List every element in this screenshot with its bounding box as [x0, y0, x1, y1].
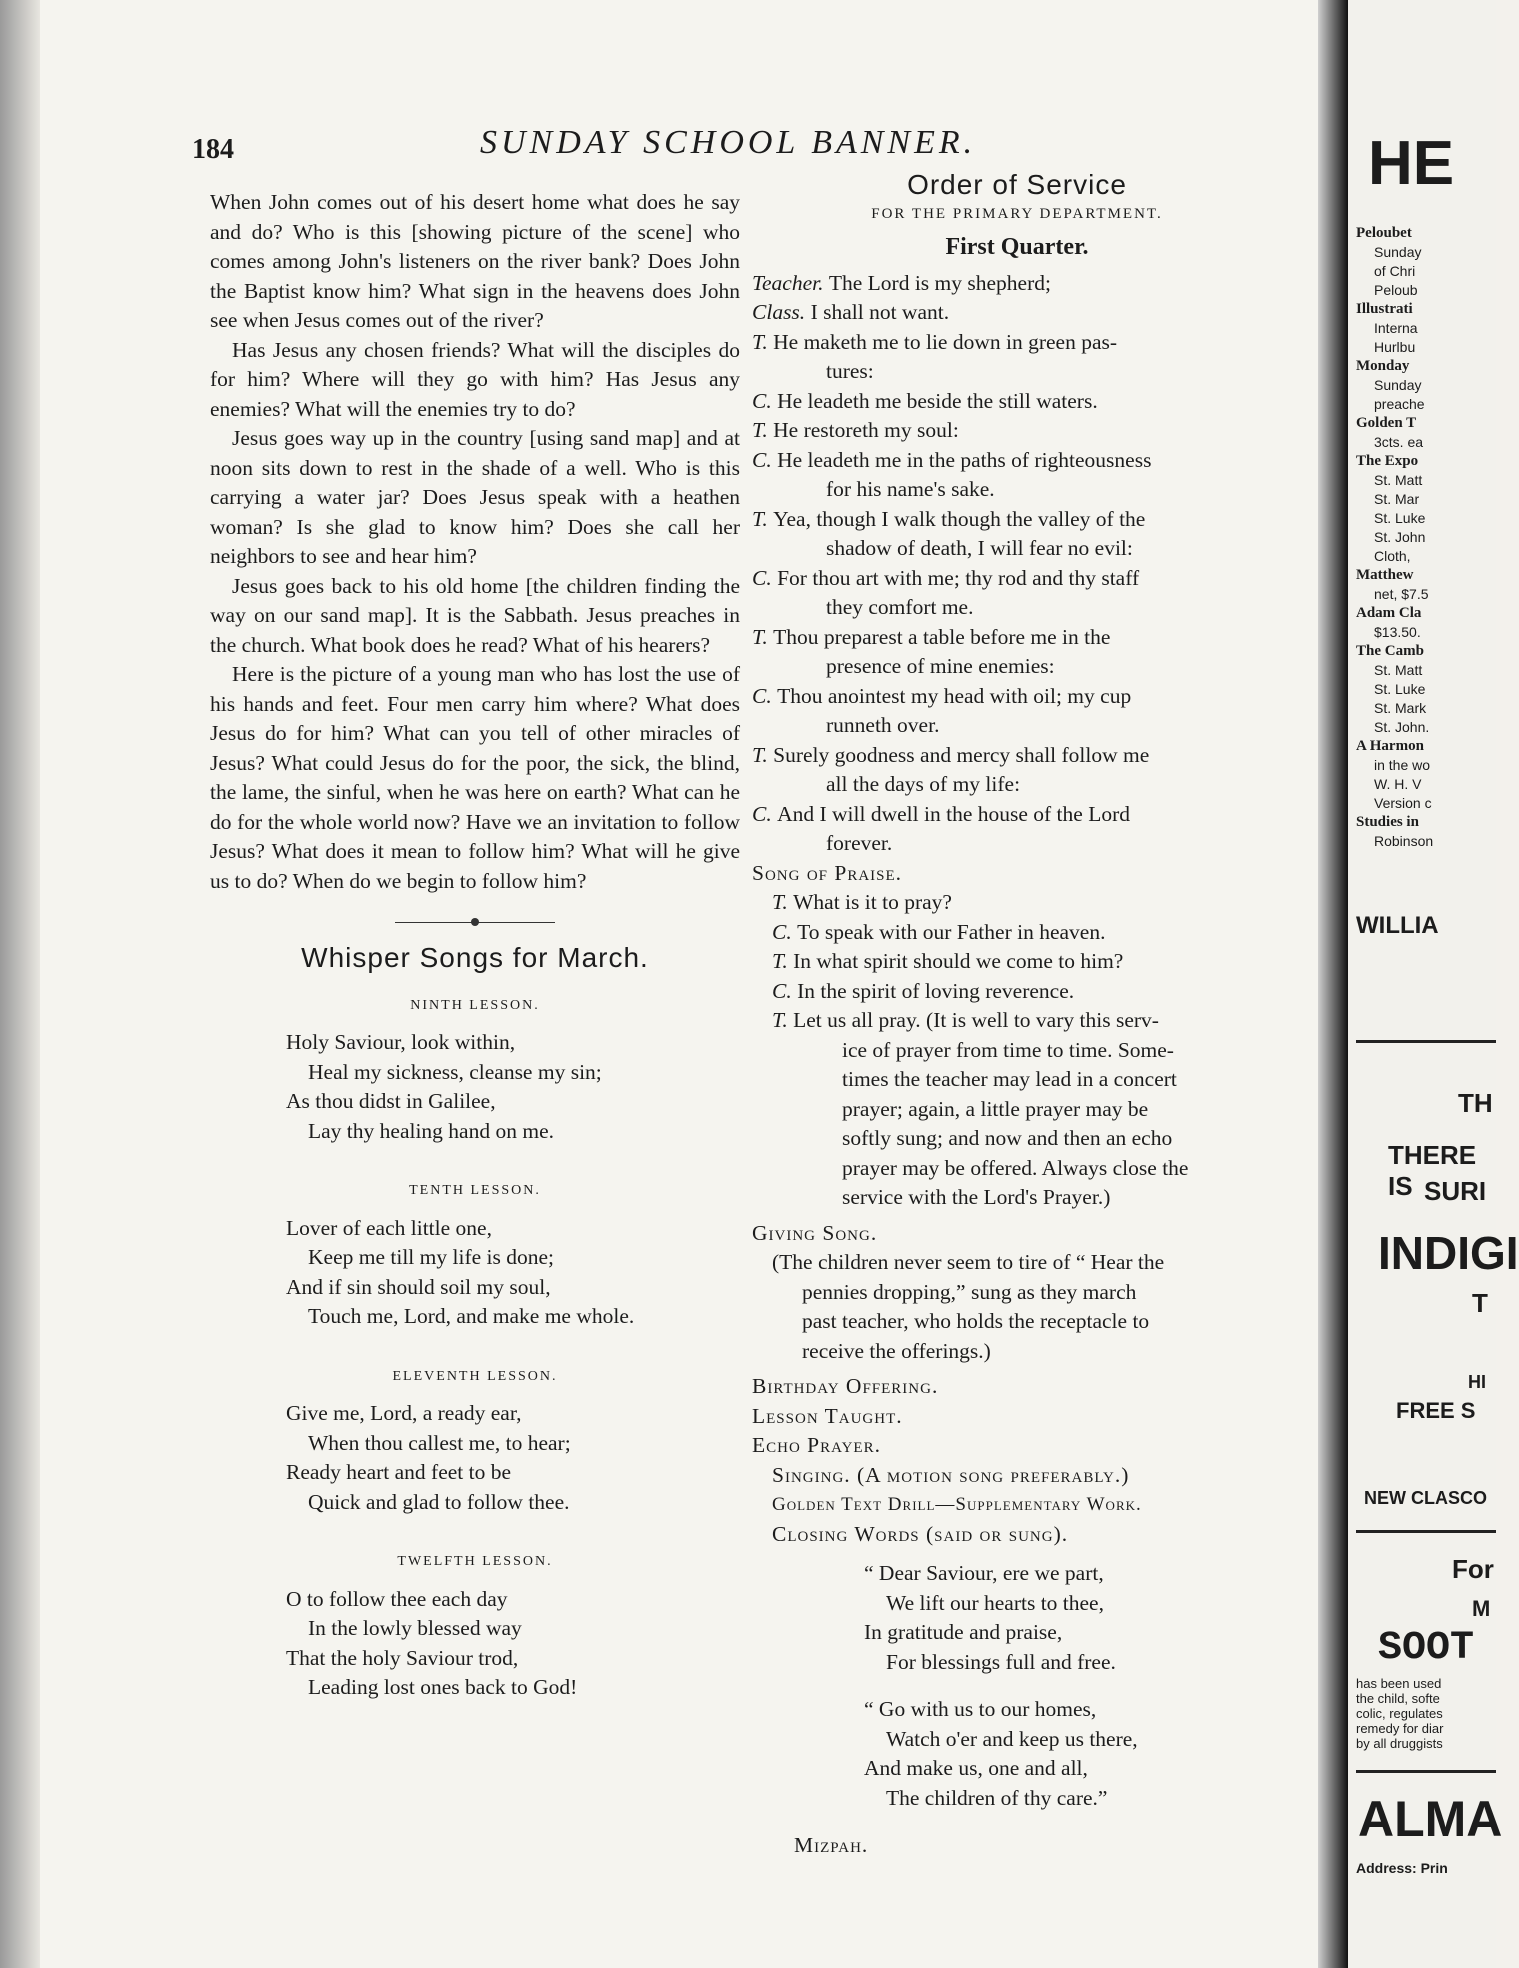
ad-line: colic, regulates	[1356, 1706, 1443, 1721]
ad-line: Studies in	[1356, 814, 1419, 830]
adjacent-page	[1348, 0, 1519, 1968]
speaker-label: C.	[752, 801, 778, 826]
ad-text: SURI	[1424, 1176, 1487, 1206]
ad-line: 3cts. ea	[1374, 434, 1424, 450]
reading-continuation: they comfort me.	[826, 595, 974, 619]
speaker-label: C.	[752, 447, 778, 472]
speaker-label: T.	[752, 329, 774, 354]
ad-line: by all druggists	[1356, 1736, 1443, 1751]
ad-line: Sunday	[1374, 377, 1422, 393]
song-of-praise-heading: Song of Praise.	[752, 860, 903, 885]
ad-line: St. Luke	[1374, 510, 1426, 526]
ad-line: Illustrati	[1356, 301, 1413, 317]
poem-line: Lay thy healing hand on me.	[308, 1118, 554, 1143]
ad-line: $13.50.	[1374, 624, 1421, 640]
ad-line: Cloth,	[1374, 548, 1411, 564]
ad-line: A Harmon	[1356, 738, 1424, 754]
ad-text: Address: Prin	[1356, 1860, 1448, 1876]
ad-line: St. Matt	[1374, 472, 1423, 488]
closing-verse-1	[864, 1559, 1282, 1677]
verse-line: For blessings full and free.	[886, 1649, 1116, 1674]
ad-line: St. Mar	[1374, 491, 1420, 507]
prayer-line	[772, 977, 1282, 1007]
reading-continuation: runneth over.	[826, 713, 940, 737]
poem-line: Keep me till my life is done;	[308, 1245, 555, 1269]
poem-line: Quick and glad to follow thee.	[308, 1489, 570, 1514]
reading-continuation: presence of mine enemies:	[826, 654, 1055, 678]
closing-verse-2	[864, 1695, 1282, 1813]
ad-line: Matthew	[1356, 567, 1414, 583]
department-subtitle: FOR THE PRIMARY DEPARTMENT.	[871, 205, 1163, 222]
lesson-poem	[286, 1214, 740, 1332]
ad-line: The Expo	[1356, 453, 1419, 469]
ad-publisher: WILLIA	[1356, 912, 1439, 939]
verse-line: We lift our hearts to thee,	[886, 1590, 1104, 1615]
paragraph: Jesus goes back to his old home [the children finding the way on our sand map]. It is the Sabbath. Jesus preaches in the church. What book does he read? What of his hearers?	[210, 573, 740, 657]
poem-line: When thou callest me, to hear;	[308, 1430, 571, 1455]
note-line: times the teacher may lead in a concert	[842, 1067, 1177, 1091]
speaker-label: C.	[772, 978, 798, 1003]
ad-text: NEW CLASCO	[1364, 1488, 1487, 1508]
reading-text: He leadeth me beside the still waters.	[777, 388, 1098, 413]
verse-line: And make us, one and all,	[864, 1756, 1088, 1780]
ad-rule	[1356, 1040, 1496, 1043]
paragraph: When John comes out of his desert home what does he say and do? Who is this [showing picture of the scene] who comes among John's listeners on the river bank? Does John the Baptist know him? What sign in the heavens does John see when Jesus comes out of the river?	[210, 190, 740, 332]
note-line: prayer; again, a little prayer may be	[842, 1096, 1149, 1121]
reading-text: He restoreth my soul:	[773, 418, 959, 442]
speaker-label: T.	[752, 506, 774, 531]
speaker-label: C.	[752, 388, 778, 413]
ad-line: St. Luke	[1374, 681, 1426, 697]
ad-line: has been used	[1356, 1676, 1442, 1691]
ad-text: M	[1472, 1596, 1491, 1621]
reading-text: The Lord is my shepherd;	[828, 270, 1051, 295]
ad-line: W. H. V	[1374, 776, 1422, 792]
poem-line: And if sin should soil my soul,	[286, 1274, 551, 1299]
poem-line: Lover of each little one,	[286, 1215, 492, 1240]
reading-line	[752, 564, 1282, 594]
ad-line: of Chri	[1374, 263, 1416, 279]
reading-line	[752, 800, 1282, 830]
ad-rule	[1356, 1770, 1496, 1773]
prayer-note	[752, 1036, 1282, 1213]
ad-line: St. John	[1374, 529, 1426, 545]
reading-text: Thou anointest my head with oil; my cup	[777, 683, 1132, 708]
reading-line	[752, 682, 1282, 712]
singing-line: Singing. (A motion song preferably.)	[772, 1462, 1130, 1487]
lesson-poem	[286, 1585, 740, 1703]
ad-text: FREE S	[1396, 1398, 1476, 1423]
speaker-label: T.	[752, 742, 774, 767]
reading-line	[752, 387, 1282, 417]
ad-text: INDIGI	[1378, 1227, 1519, 1279]
prayer-text: What is it to pray?	[793, 890, 952, 914]
speaker-label: Class.	[752, 300, 811, 324]
service-item: Lesson Taught.	[752, 1403, 903, 1428]
reading-text: For thou art with me; thy rod and thy staff	[777, 565, 1140, 590]
prayer-text: In the spirit of loving reverence.	[797, 978, 1075, 1003]
verse-line: In gratitude and praise,	[864, 1620, 1063, 1644]
ad-line: Peloubet	[1356, 225, 1412, 241]
reading-continuation: shadow of death, I will fear no evil:	[826, 536, 1133, 560]
ad-line: Version c	[1374, 795, 1432, 811]
responsive-reading	[752, 269, 1282, 859]
prayer-dialogue	[752, 888, 1282, 1036]
whisper-songs-title: Whisper Songs for March.	[301, 942, 649, 973]
ad-line: St. John.	[1374, 719, 1430, 735]
ad-text: THERE IS	[1388, 1140, 1477, 1201]
order-of-service-title: Order of Service	[907, 169, 1127, 200]
ad-line: in the wo	[1374, 757, 1431, 773]
ad-line: Robinson	[1374, 833, 1434, 849]
poem-line: Holy Saviour, look within,	[286, 1030, 516, 1054]
lesson-heading: TENTH LESSON.	[409, 1183, 541, 1198]
paragraph: Has Jesus any chosen friends? What will the disciples do for him? Where will they go with him? Has Jesus any enemies? What will the enemies try to do?	[210, 337, 740, 421]
prayer-line	[772, 947, 1282, 977]
ad-line: net, $7.5	[1374, 586, 1429, 602]
reading-text: And I will dwell in the house of the Lord	[777, 801, 1130, 826]
reading-text: He maketh me to lie down in green pas-	[773, 329, 1118, 354]
ad-line: remedy for diar	[1356, 1721, 1444, 1736]
running-title: SUNDAY SCHOOL BANNER.	[480, 124, 977, 161]
note-line: past teacher, who holds the receptacle to	[802, 1309, 1150, 1333]
poem-line: Give me, Lord, a ready ear,	[286, 1401, 522, 1425]
reading-line	[752, 328, 1282, 358]
reading-continuation: forever.	[826, 831, 893, 855]
note-line: ice of prayer from time to time. Some-	[842, 1037, 1174, 1062]
note-line: receive the offerings.)	[802, 1338, 991, 1363]
verse-line: “ Dear Saviour, ere we part,	[864, 1561, 1104, 1585]
giving-song-heading: Giving Song.	[752, 1220, 878, 1245]
reading-continuation: tures:	[826, 359, 874, 383]
ad-line: preache	[1374, 396, 1425, 412]
ad-line: Sunday	[1374, 244, 1422, 260]
reading-line	[752, 446, 1282, 476]
service-items	[752, 1372, 1282, 1461]
reading-line	[752, 505, 1282, 535]
ad-rule	[1356, 1530, 1496, 1533]
ad-line: Golden T	[1356, 415, 1417, 431]
speaker-label: Teacher.	[752, 270, 829, 295]
ad-text: SOOT	[1378, 1626, 1475, 1671]
ad-line: Monday	[1356, 358, 1410, 374]
reading-continuation: for his name's sake.	[826, 477, 995, 501]
reading-text: I shall not want.	[810, 300, 950, 324]
ad-line: Hurlbu	[1374, 339, 1416, 355]
poem-line: Heal my sickness, cleanse my sin;	[308, 1059, 602, 1084]
service-item: Echo Prayer.	[752, 1433, 881, 1457]
prayer-text: To speak with our Father in heaven.	[797, 919, 1106, 944]
closing-words-line: Closing Words (said or sung).	[772, 1521, 1069, 1546]
lesson-poem	[286, 1028, 740, 1146]
left-column	[210, 188, 740, 1703]
poem-line: In the lowly blessed way	[308, 1616, 522, 1640]
ad-line: Interna	[1374, 320, 1418, 336]
ad-text: ALMA	[1358, 1791, 1503, 1847]
prayer-line	[772, 1006, 1282, 1036]
prayer-text: In what spirit should we come to him?	[793, 949, 1124, 973]
verse-line: The children of thy care.”	[886, 1785, 1108, 1810]
reading-text: Thou preparest a table before me in the	[773, 624, 1111, 649]
service-item: Birthday Offering.	[752, 1374, 939, 1398]
poem-line: That the holy Saviour trod,	[286, 1645, 519, 1670]
prayer-text: Let us all pray. (It is well to vary this serv-	[793, 1008, 1159, 1032]
speaker-label: T.	[772, 1008, 794, 1032]
poem-line: Leading lost ones back to God!	[308, 1675, 578, 1699]
note-line: softly sung; and now and then an echo	[842, 1126, 1173, 1150]
quarter-heading: First Quarter.	[945, 234, 1089, 260]
reading-line	[752, 269, 1282, 299]
speaker-label: T.	[772, 890, 794, 914]
lesson-heading: ELEVENTH LESSON.	[392, 1368, 558, 1384]
lesson-heading: TWELFTH LESSON.	[397, 1554, 553, 1569]
poem-line: As thou didst in Galilee,	[286, 1089, 496, 1113]
poem-line: O to follow thee each day	[286, 1586, 508, 1611]
ad-list	[1356, 224, 1433, 851]
ad-heading: HE	[1368, 129, 1455, 198]
speaker-label: T.	[752, 418, 774, 442]
ad-line: the child, softe	[1356, 1691, 1440, 1706]
paragraph: Here is the picture of a young man who has lost the use of his hands and feet. Four men carry him where? What does Jesus do for him? What can you tell of other miracles of Jesus? What could Jesus do for the poor, the sick, the blind, the lame, the sinful, when he was here on earth? What can he do for the whole world now? Have we an invitation to follow Jesus? What does it mean to follow him? What will he give us to do? When do we begin to follow him?	[210, 662, 740, 893]
book-binding	[1318, 0, 1348, 1968]
ad-line: Peloub	[1374, 282, 1418, 298]
ad-text: HI	[1468, 1372, 1486, 1392]
ad-line: The Camb	[1356, 643, 1424, 659]
note-line: service with the Lord's Prayer.)	[842, 1185, 1111, 1209]
golden-text-line: Golden Text Drill—Supplementary Work.	[772, 1494, 1142, 1515]
section-divider	[395, 922, 555, 923]
speaker-label: T.	[752, 624, 774, 649]
page-gutter	[0, 0, 40, 1968]
speaker-label: C.	[772, 919, 798, 944]
prayer-line	[772, 888, 1282, 918]
lesson-poem	[286, 1399, 740, 1517]
lesson-heading: NINTH LESSON.	[410, 997, 540, 1013]
ad-text: T	[1472, 1288, 1488, 1318]
note-line: prayer may be offered. Always close the	[842, 1155, 1189, 1180]
ad-line: St. Matt	[1374, 662, 1423, 678]
giving-note	[752, 1248, 1282, 1366]
paragraph: Jesus goes way up in the country [using sand map] and at noon sits down to rest in the shade of a well. Who is this carrying a water jar? Does Jesus speak with a heathen woman? Is she glad to know him? Does she call her neighbors to see and hear him?	[210, 426, 740, 568]
poem-line: Touch me, Lord, and make me whole.	[308, 1304, 635, 1328]
ad-text: TH	[1458, 1088, 1493, 1118]
note-line: (The children never seem to tire of “ Hear the	[772, 1250, 1165, 1274]
reading-text: Yea, though I walk though the valley of the	[773, 506, 1146, 531]
speaker-label: C.	[752, 683, 778, 708]
reading-text: Surely goodness and mercy shall follow me	[773, 742, 1150, 767]
verse-line: Watch o'er and keep us there,	[886, 1726, 1138, 1751]
signature: Mizpah.	[794, 1833, 869, 1857]
ad-line: Adam Cla	[1356, 605, 1422, 621]
reading-continuation: all the days of my life:	[826, 772, 1021, 796]
ad-small-text	[1356, 1676, 1443, 1751]
reading-line	[752, 741, 1282, 771]
reading-line	[752, 416, 1282, 446]
note-line: pennies dropping,” sung as they march	[802, 1279, 1137, 1304]
reading-text: He leadeth me in the paths of righteousness	[777, 447, 1152, 472]
verse-line: “ Go with us to our homes,	[864, 1697, 1097, 1721]
right-column	[752, 170, 1282, 1861]
prayer-line	[772, 918, 1282, 948]
speaker-label: T.	[772, 949, 794, 973]
poem-line: Ready heart and feet to be	[286, 1460, 512, 1484]
reading-line	[752, 298, 1282, 328]
page-number: 184	[192, 134, 234, 165]
ad-line: St. Mark	[1374, 700, 1427, 716]
ad-text: For	[1452, 1554, 1494, 1584]
reading-line	[752, 623, 1282, 653]
speaker-label: C.	[752, 565, 778, 590]
